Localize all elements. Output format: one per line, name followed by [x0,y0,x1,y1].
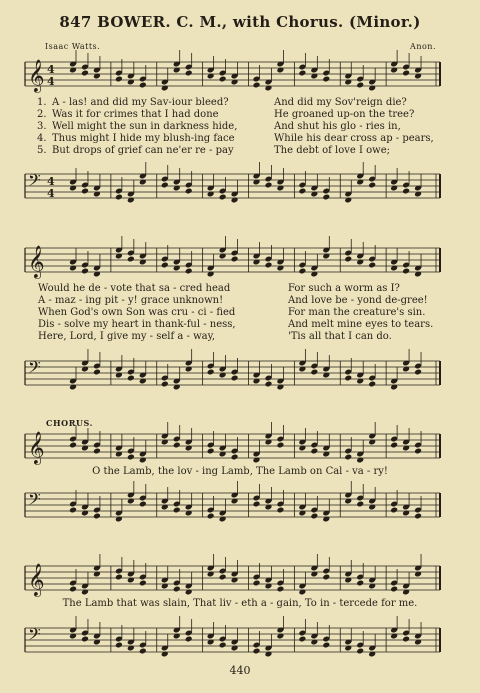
notehead [173,442,181,449]
notes [69,481,422,522]
notehead [69,586,77,593]
notehead [310,513,318,520]
notes [69,616,422,657]
chorus-lyric-2: The Lamb that was slain, That liv - eth a - gain, To in - tercede for me. [62,598,418,609]
notehead [402,70,410,77]
treble-staff-2 [0,242,480,286]
notehead [161,182,169,189]
treble-clef-icon: 𝄞 [28,563,45,596]
notehead [185,70,193,77]
hymn-title: 847 BOWER. C. M., with Chorus. (Minor.) [59,13,421,31]
notehead [414,369,422,376]
notehead [231,375,239,382]
notehead [310,448,318,455]
bass-clef-icon: 𝄢 [28,489,41,513]
notehead [344,454,352,461]
time-signature: 4 [47,187,55,200]
bass-staff-4 [0,622,480,666]
composer-credit: Anon. [410,42,436,51]
notehead [93,513,101,520]
notehead [127,375,135,382]
notehead [298,268,306,275]
notehead [356,82,364,89]
notehead [115,642,123,649]
notehead [207,448,215,455]
time-signature: 4 [47,75,55,88]
notehead [219,574,227,581]
notehead [356,648,364,655]
treble-clef-icon: 𝄞 [28,245,45,278]
notehead [127,454,135,461]
notehead [402,636,410,643]
notehead [276,442,284,449]
notehead [253,648,261,655]
notehead [253,501,261,508]
treble-clef-icon: 𝄞 [28,431,45,464]
notehead [207,369,215,376]
time-signature: 4 [47,175,55,188]
notehead [390,442,398,449]
notehead [161,381,169,388]
notehead [368,381,376,388]
notehead [219,194,227,201]
notehead [356,501,364,508]
notes [69,554,422,595]
notehead [185,268,193,275]
bass-staff-3 [0,487,480,531]
notehead [69,442,77,449]
notes [69,50,422,91]
notehead [185,636,193,643]
notehead [173,507,181,514]
notehead [93,448,101,455]
notehead [390,507,398,514]
notehead [414,448,422,455]
notehead [253,580,261,587]
notehead [276,586,284,593]
notehead [219,76,227,83]
chorus-label: CHORUS. [46,418,93,428]
notehead [322,574,330,581]
bass-staff-1 [0,168,480,212]
notehead [127,256,135,263]
notehead [322,642,330,649]
page-number: 440 [229,664,251,677]
notehead [368,182,376,189]
bass-clef-icon: 𝄢 [28,357,41,381]
notehead [368,262,376,269]
notes [69,349,422,390]
hymn-page: 847 BOWER. C. M., with Chorus. (Minor.) Isaac Watts. Anon. 𝄞 4 4 1. A - las! and did my Sav-iour bleed? And did my Sov'reign die? 2. Was it for crimes that I had done He groaned up-on the tree? 3. Well might the sun in darkness hide, And shut his glo - ries in, 4. Thus might I hide my blush-ing face While his dear cross ap - pears, 5. But drops of grief can ne'er re - pay The debt of love I owe; 𝄢 4 4 𝄞 Would he de - vote that sa - cred head For such a worm as I? A - maz - ing pit - y! grace unknown! And love be - yond de-gree! When God's own Son was cru - ci - fied For man the creature's sin. Dis - solve my heart in thank-ful - ness, And melt mine eyes to tears. Here, Lord, I give my - self a - way, 'Tis all that I can do. 𝄢 CHORUS. 𝄞 O the Lamb, the lov - ing Lamb, The Lamb on Cal - va - ry! 𝄢 𝄞 The Lamb that was slain, That liv - eth a - gain, To in - tercede for me. 𝄢 440 [0,0,480,693]
notehead [173,586,181,593]
treble-clef-icon: 𝄞 [28,59,45,92]
notehead [115,194,123,201]
notehead [253,82,261,89]
notehead [139,501,147,508]
notehead [298,188,306,195]
notehead [81,268,89,275]
notehead [322,76,330,83]
notehead [414,513,422,520]
notehead [265,262,273,269]
notehead [185,188,193,195]
notes [69,236,422,277]
notehead [402,268,410,275]
notehead [93,369,101,376]
notehead [161,262,169,269]
notehead [265,182,273,189]
notehead [139,580,147,587]
author-credit: Isaac Watts. [45,42,101,51]
notehead [69,507,77,514]
notehead [139,82,147,89]
notehead [81,70,89,77]
notehead [207,513,215,520]
notehead [402,188,410,195]
notehead [81,636,89,643]
notehead [81,188,89,195]
notehead [231,454,239,461]
notehead [115,574,123,581]
notehead [298,636,306,643]
bass-staff-2 [0,355,480,399]
notehead [298,70,306,77]
notehead [219,642,227,649]
notehead [322,194,330,201]
notes [69,422,422,463]
chorus-lyric-1: O the Lamb, the lov - ing Lamb, The Lamb on Cal - va - ry! [92,466,388,477]
notehead [139,648,147,655]
notehead [265,381,273,388]
notehead [390,586,398,593]
notehead [231,256,239,263]
notehead [115,76,123,83]
notehead [310,369,318,376]
bass-clef-icon: 𝄢 [28,170,41,194]
bass-clef-icon: 𝄢 [28,624,41,648]
notehead [276,507,284,514]
notehead [344,256,352,263]
time-signature: 4 [47,63,55,76]
treble-staff-1 [0,56,480,100]
notehead [356,580,364,587]
notes [69,162,422,203]
notehead [344,375,352,382]
